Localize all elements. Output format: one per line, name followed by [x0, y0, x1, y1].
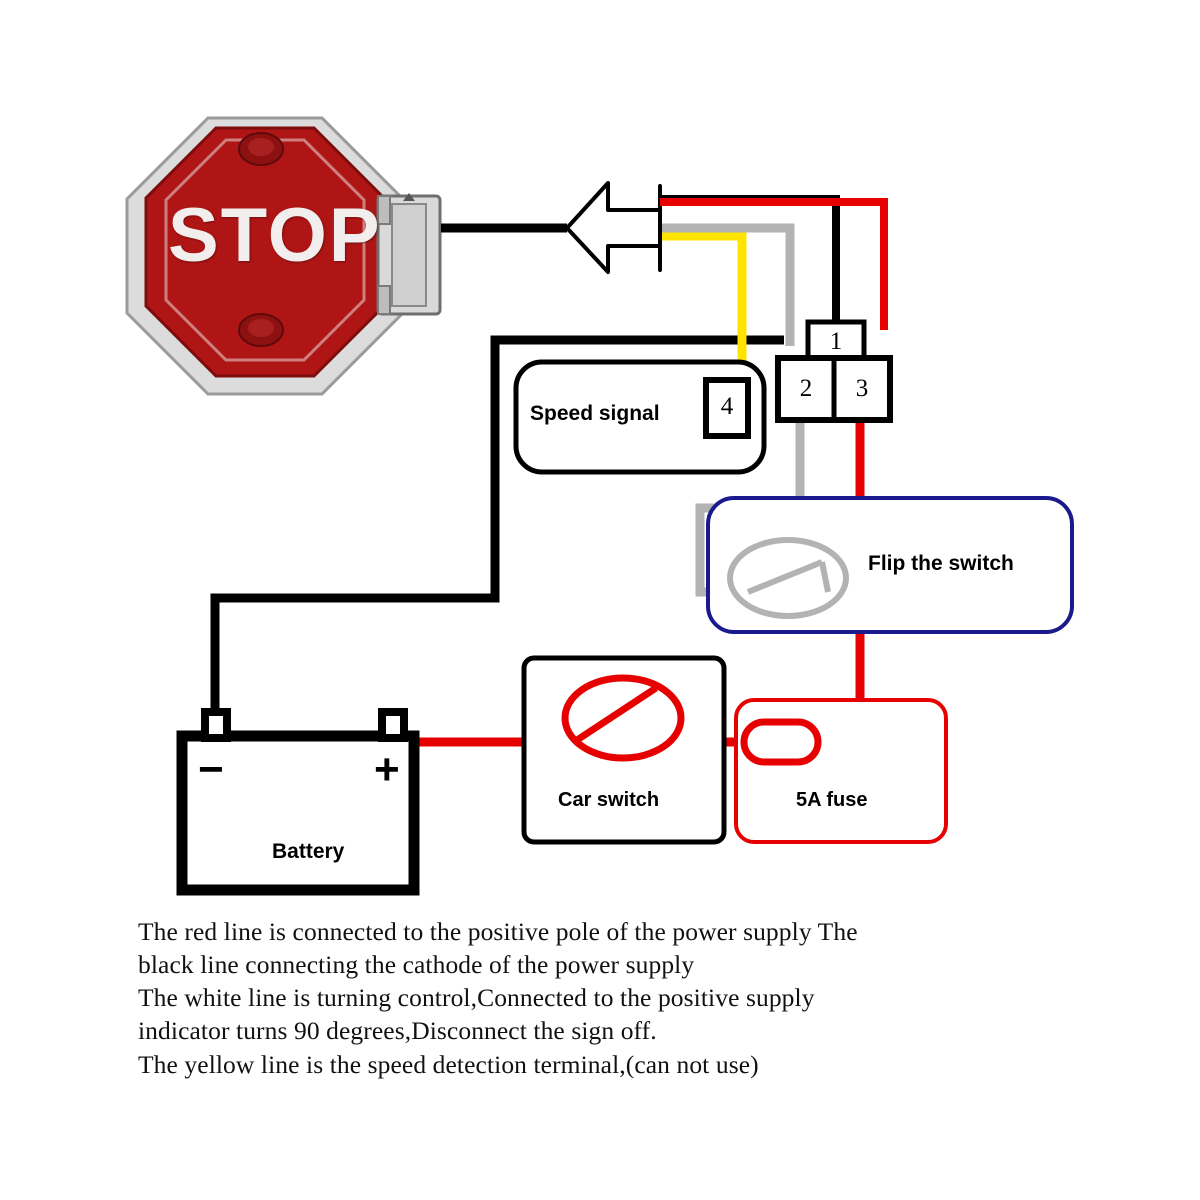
fuse-symbol: [744, 722, 818, 762]
red-wire-top-run: [660, 202, 884, 330]
note-line-2: black line connecting the cathode of the power supply: [138, 950, 695, 980]
yellow-wire-to-speed-signal: [662, 236, 742, 380]
car-switch-box: [524, 658, 724, 842]
fuse-box: [736, 700, 946, 842]
note-line-5: The yellow line is the speed detection terminal,(can not use): [138, 1049, 759, 1079]
flip-switch-label: Flip the switch: [868, 552, 1014, 575]
terminal-2-number: 2: [799, 375, 813, 402]
notes-block: [138, 915, 1098, 1081]
yellow-wire-group: [662, 236, 742, 380]
white-wire-to-terminal-2: [662, 228, 790, 346]
sign-actuator-bottom-tab: [378, 286, 390, 314]
battery-positive-post: [382, 712, 404, 738]
black-wire-to-terminal-1: [660, 199, 836, 330]
battery-negative-label: −: [198, 745, 224, 794]
terminal-3-number: 3: [855, 375, 869, 402]
note-line-4: indicator turns 90 degrees,Disconnect the sign off.: [138, 1016, 657, 1046]
car-switch-label: Car switch: [558, 789, 660, 811]
car-switch-outline: [524, 658, 724, 842]
terminal-1-number: 1: [829, 328, 843, 355]
speed-signal-label: Speed signal: [530, 402, 660, 425]
note-line-1: The red line is connected to the positive pole of the power supply The: [138, 917, 858, 946]
battery-positive-label: +: [374, 745, 400, 794]
stop-sign-text: STOP: [168, 193, 382, 278]
arrow-outline: [567, 183, 660, 272]
stop-sign-lamp-top-highlight: [248, 138, 274, 156]
battery-negative-post: [205, 712, 227, 738]
battery-label: Battery: [272, 840, 345, 863]
note-line-3: The white line is turning control,Connected to the positive supply: [138, 983, 815, 1013]
cable-bundle-arrow: [567, 183, 660, 272]
sign-actuator-inner: [392, 204, 426, 306]
stop-sign-lamp-bottom-highlight: [248, 319, 274, 337]
fuse-label: 5A fuse: [796, 789, 868, 811]
terminal-4-number: 4: [720, 393, 734, 420]
